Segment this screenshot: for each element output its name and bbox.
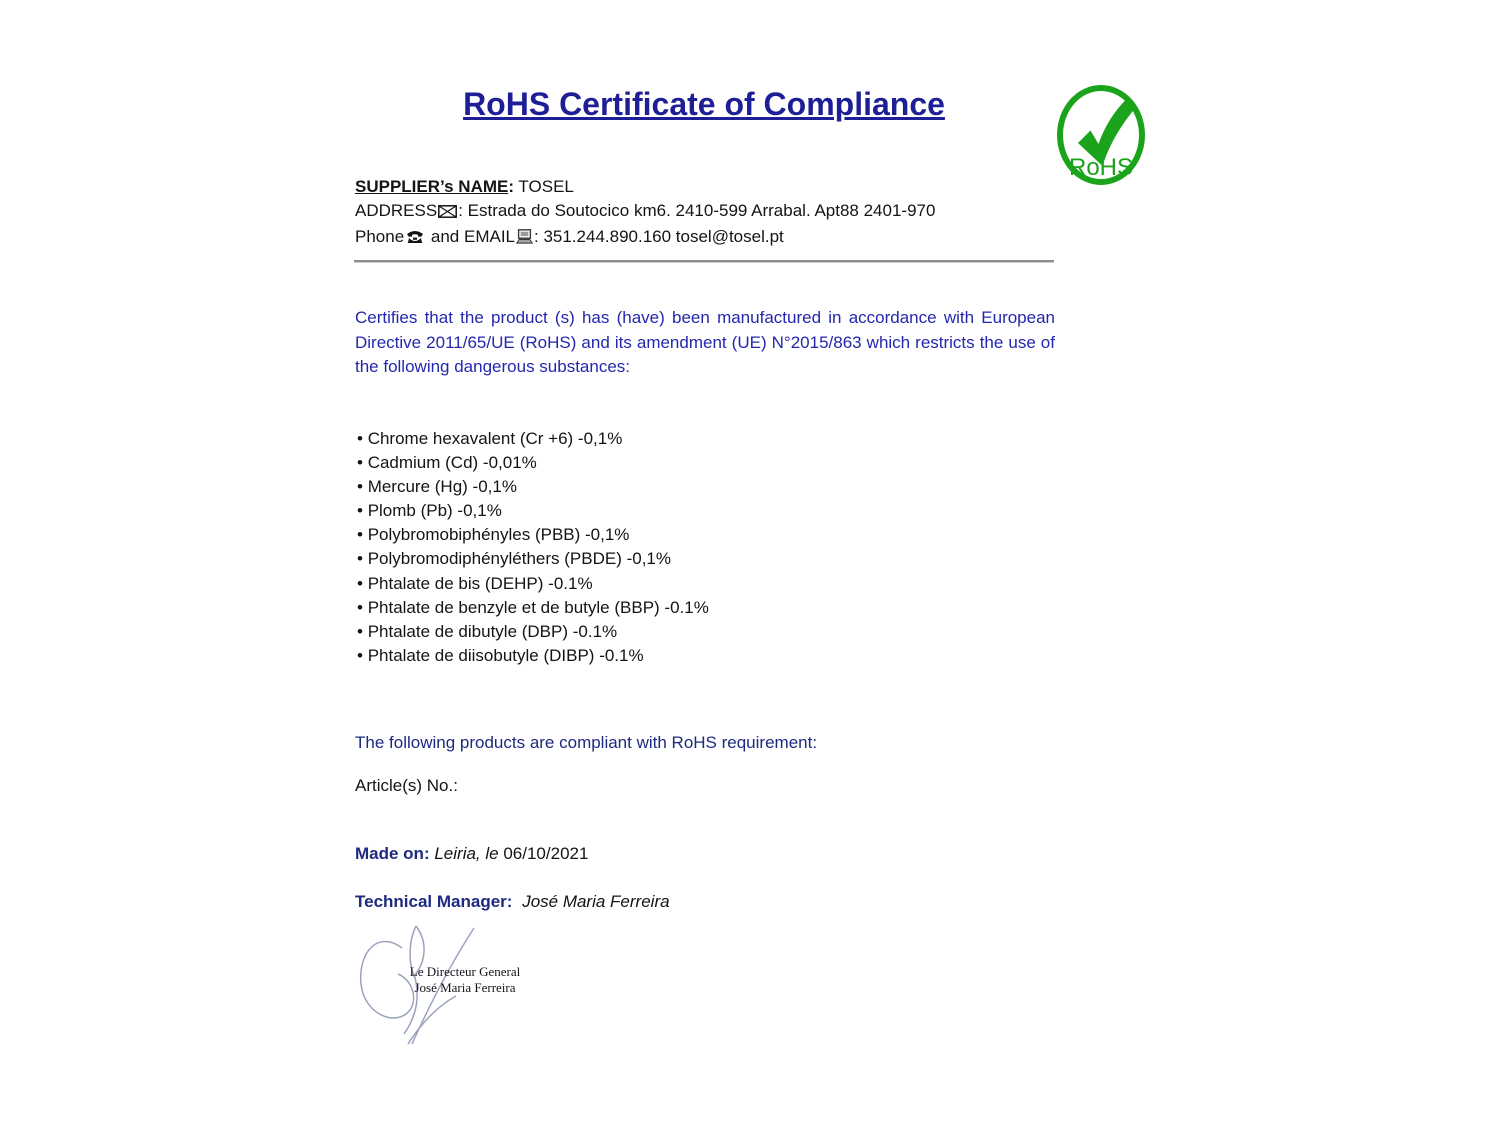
contact-value: : 351.244.890.160 tosel@tosel.pt (534, 227, 784, 246)
technical-manager-line (355, 892, 1055, 912)
substance-item: • Phtalate de benzyle et de butyle (BBP) -0.1% (357, 596, 977, 620)
technical-manager-label: Technical Manager: (355, 892, 513, 911)
phone-icon (405, 227, 425, 251)
supplier-info (355, 175, 1055, 251)
address-value: : Estrada do Soutocico km6. 2410-599 Arrabal. Apt88 2401-970 (458, 201, 936, 220)
supplier-name-colon: : (508, 177, 515, 196)
substances-list (357, 427, 977, 668)
technical-manager-name: José Maria Ferreira (522, 892, 670, 911)
made-on-label: Made on: (355, 844, 430, 863)
email-label: and EMAIL (426, 227, 515, 246)
made-on-line (355, 844, 1055, 864)
computer-icon (516, 227, 533, 251)
substance-item: • Polybromobiphényles (PBB) -0,1% (357, 523, 977, 547)
address-label: ADDRESS (355, 201, 438, 220)
signature-text (390, 964, 540, 996)
supplier-name-value: TOSEL (514, 177, 574, 196)
substance-item: • Plomb (Pb) -0,1% (357, 499, 977, 523)
supplier-contact-line (355, 225, 1055, 251)
signature-block (352, 918, 572, 1058)
substance-item: • Polybromodiphényléthers (PBDE) -0,1% (357, 547, 977, 571)
compliance-statement: The following products are compliant with RoHS requirement: (355, 733, 818, 752)
made-on-place: Leiria, le (434, 844, 499, 863)
certification-statement: Certifies that the product (s) has (have) been manufactured in accordance with European Directive 2011/65/UE (RoHS) and its amendment (UE) N°2015/863 which restricts the use of the following dangerous substances: (355, 308, 1055, 376)
made-on-date: 06/10/2021 (503, 844, 589, 863)
articles-label: Article(s) No.: (355, 776, 458, 795)
supplier-name-label: SUPPLIER’s NAME (355, 177, 509, 196)
envelope-icon (438, 201, 457, 225)
substance-item: • Cadmium (Cd) -0,01% (357, 451, 977, 475)
substance-item: • Mercure (Hg) -0,1% (357, 475, 977, 499)
rohs-logo (1053, 82, 1149, 188)
horizontal-divider (354, 260, 1054, 263)
substance-item: • Chrome hexavalent (Cr +6) -0,1% (357, 427, 977, 451)
rohs-logo-icon (1053, 82, 1149, 188)
supplier-name-line (355, 175, 1055, 199)
substance-item: • Phtalate de dibutyle (DBP) -0.1% (357, 620, 977, 644)
supplier-address-line (355, 199, 1055, 225)
substance-item: • Phtalate de diisobutyle (DIBP) -0.1% (357, 644, 977, 668)
substance-item: • Phtalate de bis (DEHP) -0.1% (357, 572, 977, 596)
rohs-logo-label: RoHS (1068, 154, 1134, 181)
signature-line2: José Maria Ferreira (414, 980, 516, 995)
page-title: RoHS Certificate of Compliance (463, 86, 945, 122)
phone-label: Phone (355, 227, 405, 246)
signature-line1: Le Directeur General (409, 964, 521, 979)
